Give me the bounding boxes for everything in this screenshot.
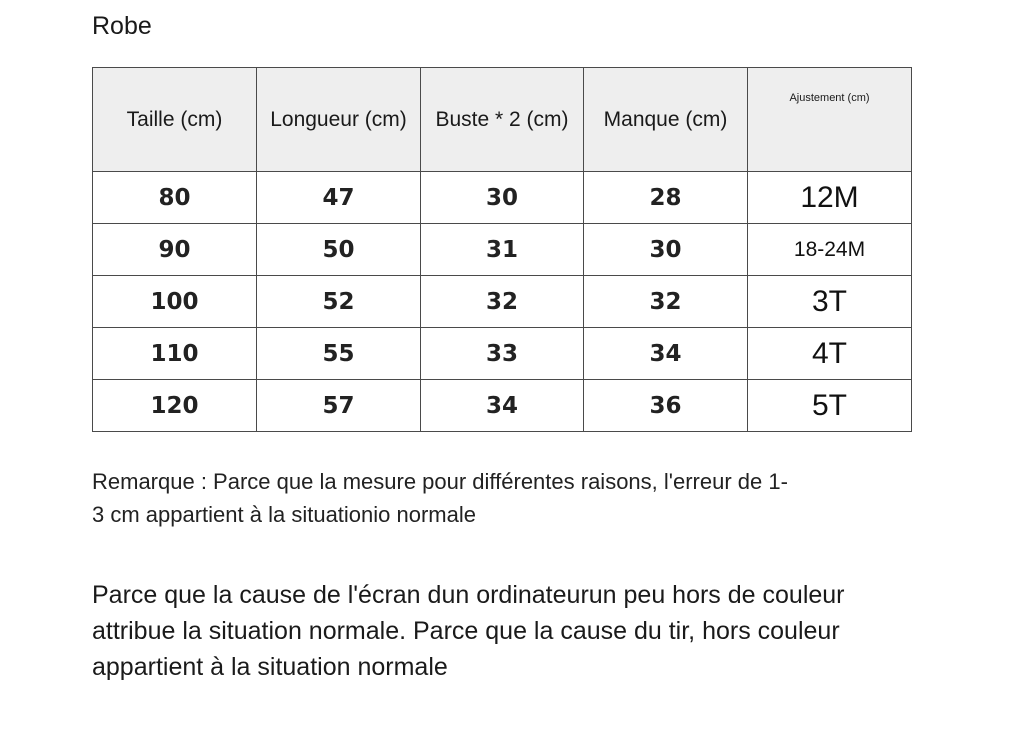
cell-longueur: 50 — [257, 224, 421, 276]
table-row — [93, 224, 912, 276]
cell-manque: 32 — [584, 276, 748, 328]
color-remark-line: Parce que la cause de l'écran dun ordinateurun peu hors de couleur — [92, 581, 845, 609]
cell-buste: 34 — [421, 380, 584, 432]
color-remark-line: attribue la situation normale. Parce que la cause du tir, hors couleur — [92, 617, 840, 645]
header-taille: Taille (cm) — [93, 68, 257, 172]
cell-manque: 36 — [584, 380, 748, 432]
cell-ajustement: 5T — [748, 380, 912, 432]
cell-taille: 90 — [93, 224, 257, 276]
table-row — [93, 328, 912, 380]
cell-taille: 120 — [93, 380, 257, 432]
cell-taille: 110 — [93, 328, 257, 380]
cell-manque: 34 — [584, 328, 748, 380]
cell-ajustement: 4T — [748, 328, 912, 380]
cell-buste: 32 — [421, 276, 584, 328]
cell-longueur: 57 — [257, 380, 421, 432]
color-remark — [92, 577, 932, 685]
cell-taille: 100 — [93, 276, 257, 328]
cell-ajustement: 3T — [748, 276, 912, 328]
cell-longueur: 55 — [257, 328, 421, 380]
cell-longueur: 52 — [257, 276, 421, 328]
header-manque: Manque (cm) — [584, 68, 748, 172]
cell-taille: 80 — [93, 172, 257, 224]
cell-buste: 31 — [421, 224, 584, 276]
cell-manque: 28 — [584, 172, 748, 224]
measurement-remark — [92, 465, 892, 531]
cell-longueur: 47 — [257, 172, 421, 224]
table-row — [93, 380, 912, 432]
page-title: Robe — [92, 12, 152, 40]
table-header-row — [93, 68, 912, 172]
cell-manque: 30 — [584, 224, 748, 276]
table-row — [93, 172, 912, 224]
remark-line: Remarque : Parce que la mesure pour différentes raisons, l'erreur de 1- — [92, 469, 788, 494]
color-remark-line: appartient à la situation normale — [92, 653, 448, 681]
cell-ajustement: 12M — [748, 172, 912, 224]
remark-line: 3 cm appartient à la situationio normale — [92, 502, 476, 527]
cell-buste: 33 — [421, 328, 584, 380]
cell-buste: 30 — [421, 172, 584, 224]
cell-ajustement: 18-24M — [748, 224, 912, 276]
size-table — [92, 67, 912, 432]
header-buste: Buste * 2 (cm) — [421, 68, 584, 172]
header-longueur: Longueur (cm) — [257, 68, 421, 172]
table-row — [93, 276, 912, 328]
header-ajustement: Ajustement (cm) — [748, 68, 912, 172]
